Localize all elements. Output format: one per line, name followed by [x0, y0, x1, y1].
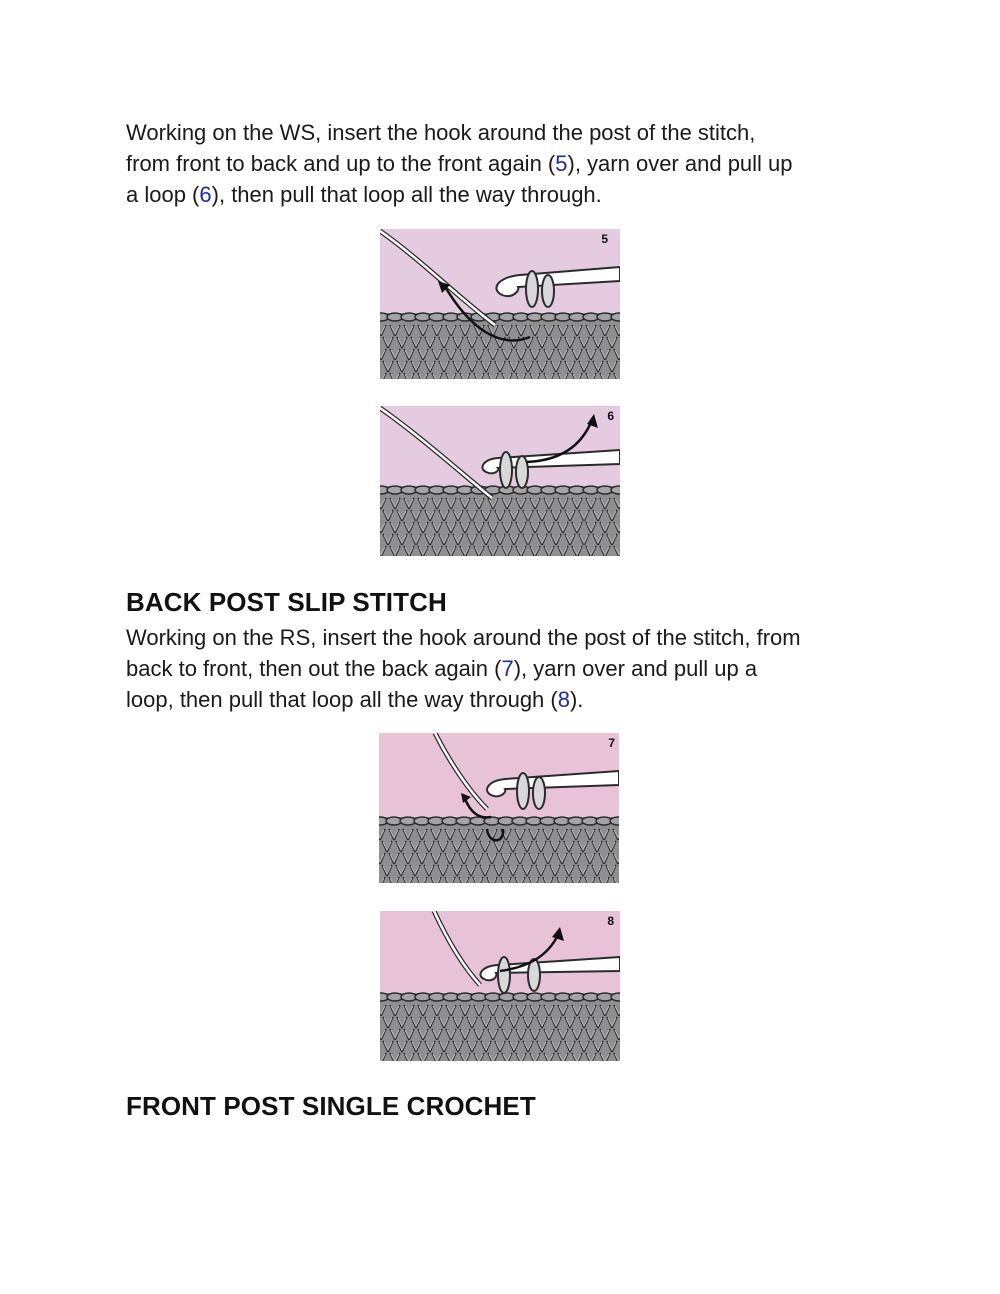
para1-line3-text: a loop ( [126, 182, 200, 207]
instruction-paragraph-1 [126, 117, 886, 210]
para1-line3-text-end: ), then pull that loop all the way through. [211, 182, 602, 207]
figure-ref-5[interactable]: 5 [555, 151, 568, 176]
para2-line1: Working on the RS, insert the hook around the post of the stitch, from [126, 625, 801, 650]
figure-8-label: 8 [607, 914, 614, 928]
figure-8-illustration [380, 911, 620, 1061]
instruction-paragraph-2 [126, 622, 886, 715]
figure-5-illustration [380, 229, 620, 379]
section-heading-back-post-slip-stitch: BACK POST SLIP STITCH [126, 587, 447, 617]
figure-5-label: 5 [601, 232, 608, 246]
figure-6-illustration [380, 406, 620, 556]
figure-ref-8[interactable]: 8 [557, 687, 570, 712]
figure-5-svg [380, 229, 620, 379]
para2-line3-text: loop, then pull that loop all the way through ( [126, 687, 558, 712]
figure-8-svg [380, 911, 620, 1061]
para1-line2-text-end: ), yarn over and pull up [567, 151, 793, 176]
figure-7-illustration [379, 733, 619, 883]
para1-line1: Working on the WS, insert the hook around the post of the stitch, [126, 120, 756, 145]
section-heading-front-post-single-crochet: FRONT POST SINGLE CROCHET [126, 1091, 536, 1121]
para2-line2-text-end: ), yarn over and pull up a [513, 656, 758, 681]
figure-6-svg [380, 406, 620, 556]
figure-ref-7[interactable]: 7 [501, 656, 514, 681]
figure-ref-6[interactable]: 6 [199, 182, 212, 207]
para2-line3-text-end: ). [569, 687, 584, 712]
para2-line2-text: back to front, then out the back again ( [126, 656, 502, 681]
para1-line2-text: from front to back and up to the front again ( [126, 151, 556, 176]
figure-7-svg [379, 733, 619, 883]
figure-7-label: 7 [608, 736, 615, 750]
figure-6-label: 6 [607, 409, 614, 423]
